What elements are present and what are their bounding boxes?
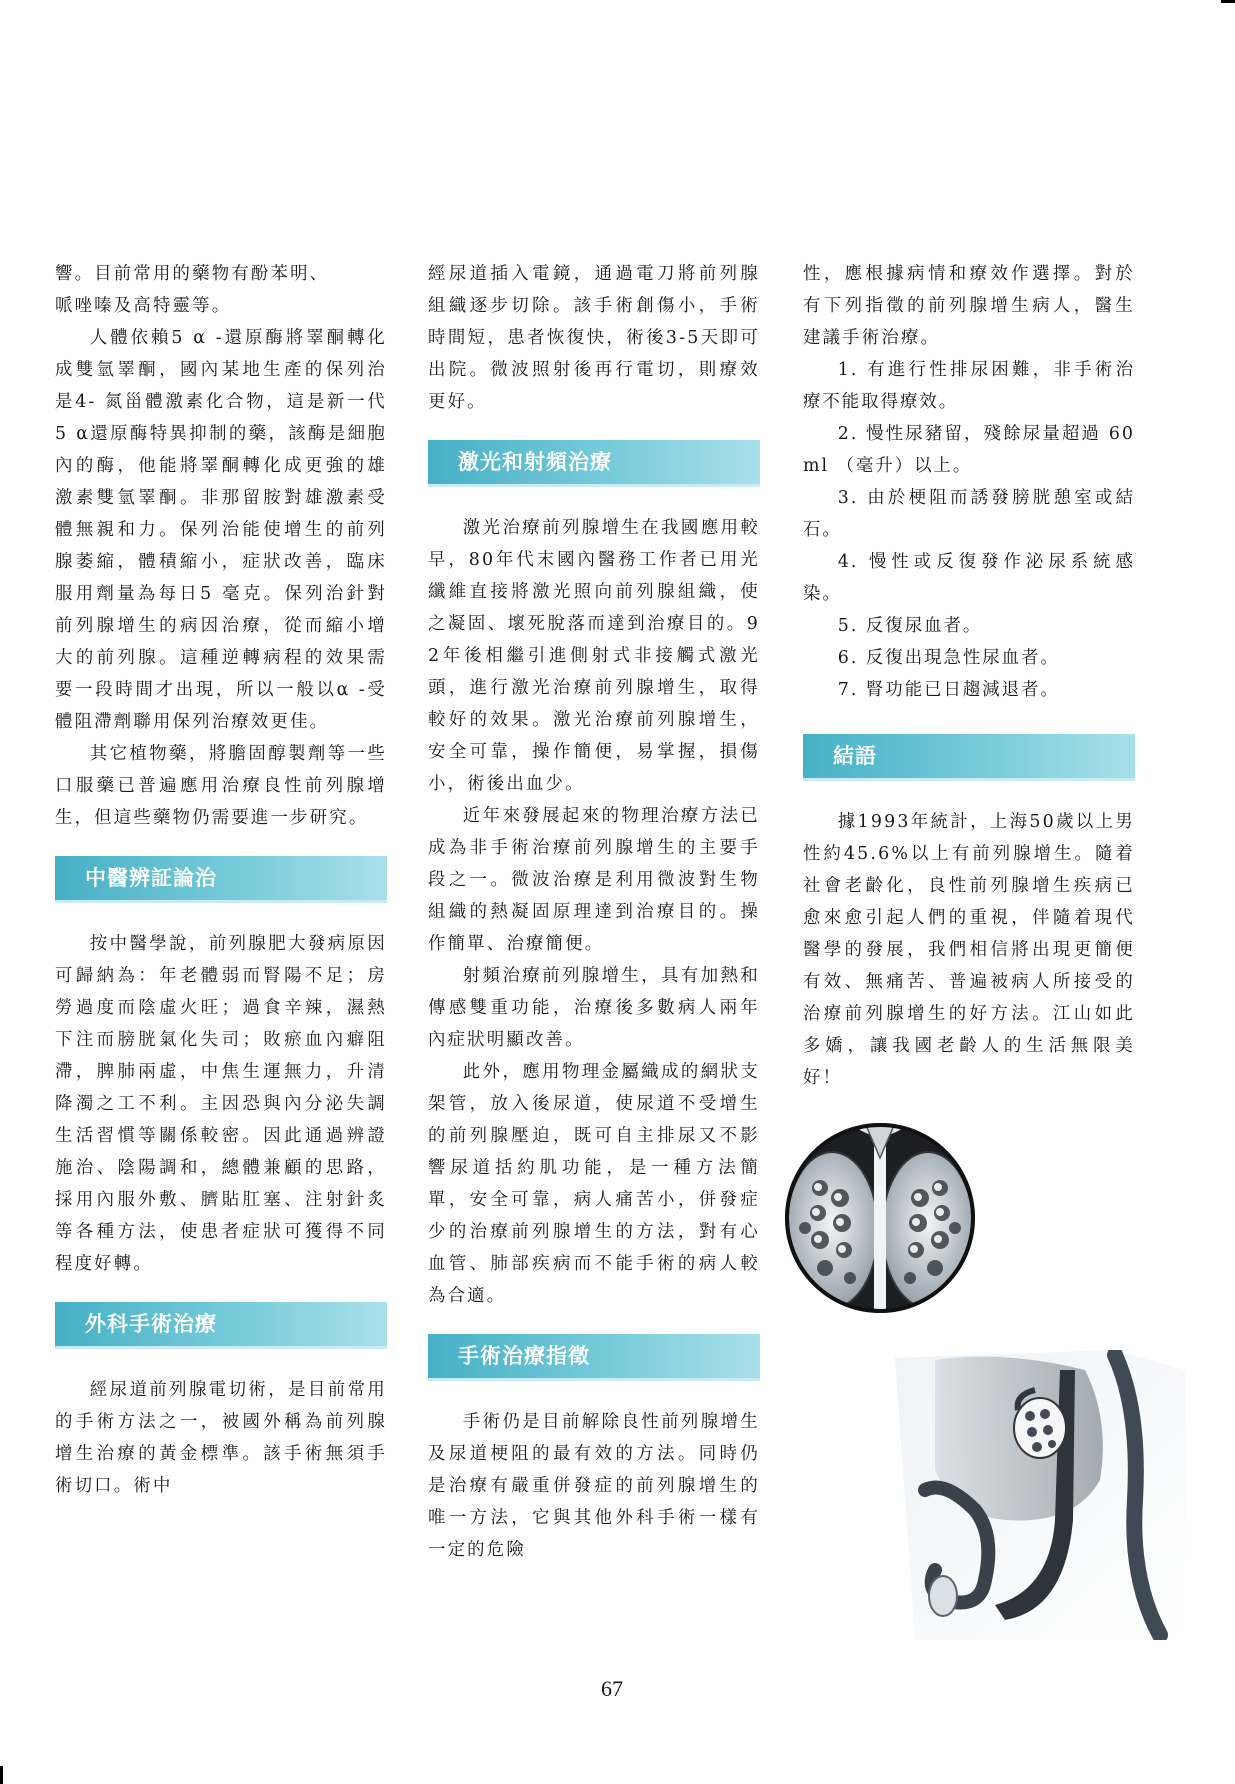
- col1-paragraph-5: 經尿道前列腺電切術，是目前常用的手術方法之一，被國外稱為前列腺增生治療的黃金標準。該手術無須手術切口。術中: [55, 1380, 387, 1496]
- list-item: 2. 慢性尿豬留，殘餘尿量超過 60ml （毫升）以上。: [803, 424, 1135, 476]
- col3-paragraph-2: 據1993年統計，上海50歲以上男性約45.6%以上有前列腺增生。隨着社會老齡化，良性前列腺增生疾病已愈來愈引起人們的重視，伴隨着現代醫學的發展，我們相信將出現更簡便有效、無痛苦、普遍被病人所接受的治療前列腺增生的好方法。江山如此多嬌，讓我國老齡人的生活無限美好！: [803, 812, 1135, 1088]
- heading-tcm-treatment: 中醫辨証論治: [55, 856, 387, 900]
- text-column-3: [803, 258, 1135, 1094]
- col2-paragraph-4: 射頻治療前列腺增生，具有加熱和傳感雙重功能，治療後多數病人兩年內症狀明顯改善。: [428, 966, 760, 1050]
- col2-paragraph-1: 經尿道插入電鏡，通過電刀將前列腺組織逐步切除。該手術創傷小，手術時間短，患者恢復快，術後3-5天即可出院。微波照射後再行電切，則療效更好。: [428, 264, 760, 412]
- heading-surgical-treatment: 外科手術治療: [55, 1302, 387, 1346]
- list-item: 4. 慢性或反復發作泌尿系統感染。: [803, 552, 1135, 604]
- heading-surgery-indications: 手術治療指徵: [428, 1334, 760, 1378]
- text-column-1: [55, 258, 387, 1502]
- text-column-2: [428, 258, 760, 1566]
- scan-edge-mark-bottom: [0, 1766, 3, 1784]
- col1-paragraph-1: 響。目前常用的藥物有酚苯明、 哌唑嗪及高特靈等。: [55, 264, 330, 316]
- page-number: 67: [601, 1676, 623, 1701]
- heading-laser-rf-treatment: 激光和射頻治療: [428, 440, 760, 484]
- pelvic-sagittal-illustration: [885, 1350, 1195, 1640]
- col2-paragraph-6: 手術仍是目前解除良性前列腺增生及尿道梗阻的最有效的方法。同時仍是治療有嚴重併發症的前列腺增生的唯一方法，它與其他外科手術一樣有一定的危險: [428, 1412, 760, 1560]
- col1-paragraph-4: 按中醫學說，前列腺肥大發病原因可歸納為：年老體弱而腎陽不足；房勞過度而陰虛火旺；過食辛辣，濕熱下注而膀胱氣化失司；敗瘀血內癖阻滯，脾肺兩虛，中焦生運無力，升清降濁之工不利。主因恐與內分泌失調生活習慣等關係較密。因此通過辨證施治、陰陽調和，總體兼顧的思路，採用內服外敷、臍貼肛塞、注射針炙等各種方法，使患者症狀可獲得不同程度好轉。: [55, 934, 387, 1274]
- col3-paragraph-1: 性，應根據病情和療效作選擇。對於有下列指徵的前列腺增生病人，醫生建議手術治療。: [803, 264, 1135, 348]
- col2-paragraph-3: 近年來發展起來的物理治療方法已成為非手術治療前列腺增生的主要手段之一。微波治療是利用微波對生物組織的熱凝固原理達到治療目的。操作簡單、治療簡便。: [428, 806, 760, 954]
- list-item: 6. 反復出現急性尿血者。: [837, 648, 1060, 668]
- scan-edge-mark-top: [1221, 0, 1235, 3]
- col1-paragraph-3: 其它植物藥，將膽固醇製劑等一些口服藥已普遍應用治療良性前列腺增生，但這些藥物仍需要進一步研究。: [55, 744, 387, 828]
- list-item: 7. 腎功能已日趨減退者。: [837, 680, 1060, 700]
- col2-paragraph-5: 此外，應用物理金屬織成的網狀支架管，放入後尿道，使尿道不受增生的前列腺壓迫，既可自主排尿又不影響尿道括約肌功能，是一種方法簡單，安全可靠，病人痛苦小，併發症少的治療前列腺增生的方法，對有心血管、肺部疾病而不能手術的病人較為合適。: [428, 1062, 760, 1306]
- heading-conclusion: 結語: [803, 734, 1135, 778]
- list-item: 5. 反復尿血者。: [837, 616, 983, 636]
- col1-paragraph-2: 人體依賴5 α -還原酶將睪酮轉化成雙氫睪酮，國內某地生產的保列治是4- 氮甾體激素化合物，這是新一代5 α還原酶特異抑制的藥，該酶是細胞內的酶，他能將睪酮轉化成更強的雄激素雙氫睪酮。非那留胺對雄激素受體無親和力。保列治能使增生的前列腺萎縮，體積縮小，症狀改善，臨床服用劑量為每日5 毫克。保列治針對前列腺增生的病因治療，從而縮小增大的前列腺。這種逆轉病程的效果需要一段時間才出現，所以一般以α -受體阻滯劑聯用保列治療效更佳。: [55, 328, 387, 732]
- prostate-cross-section-illustration: [780, 1118, 980, 1318]
- col2-paragraph-2: 激光治療前列腺增生在我國應用較早，80年代末國內醫務工作者已用光纖維直接將激光照向前列腺組織，使之凝固、壞死脫落而達到治療目的。92年後相繼引進側射式非接觸式激光頭，進行激光治療前列腺增生，取得較好的效果。激光治療前列腺增生，安全可靠，操作簡便，易掌握，損傷小，術後出血少。: [428, 518, 760, 794]
- indication-list: [803, 354, 1135, 706]
- list-item: 3. 由於梗阻而誘發膀胱憩室或結石。: [803, 488, 1135, 540]
- list-item: 1. 有進行性排尿困難，非手術治療不能取得療效。: [803, 360, 1135, 412]
